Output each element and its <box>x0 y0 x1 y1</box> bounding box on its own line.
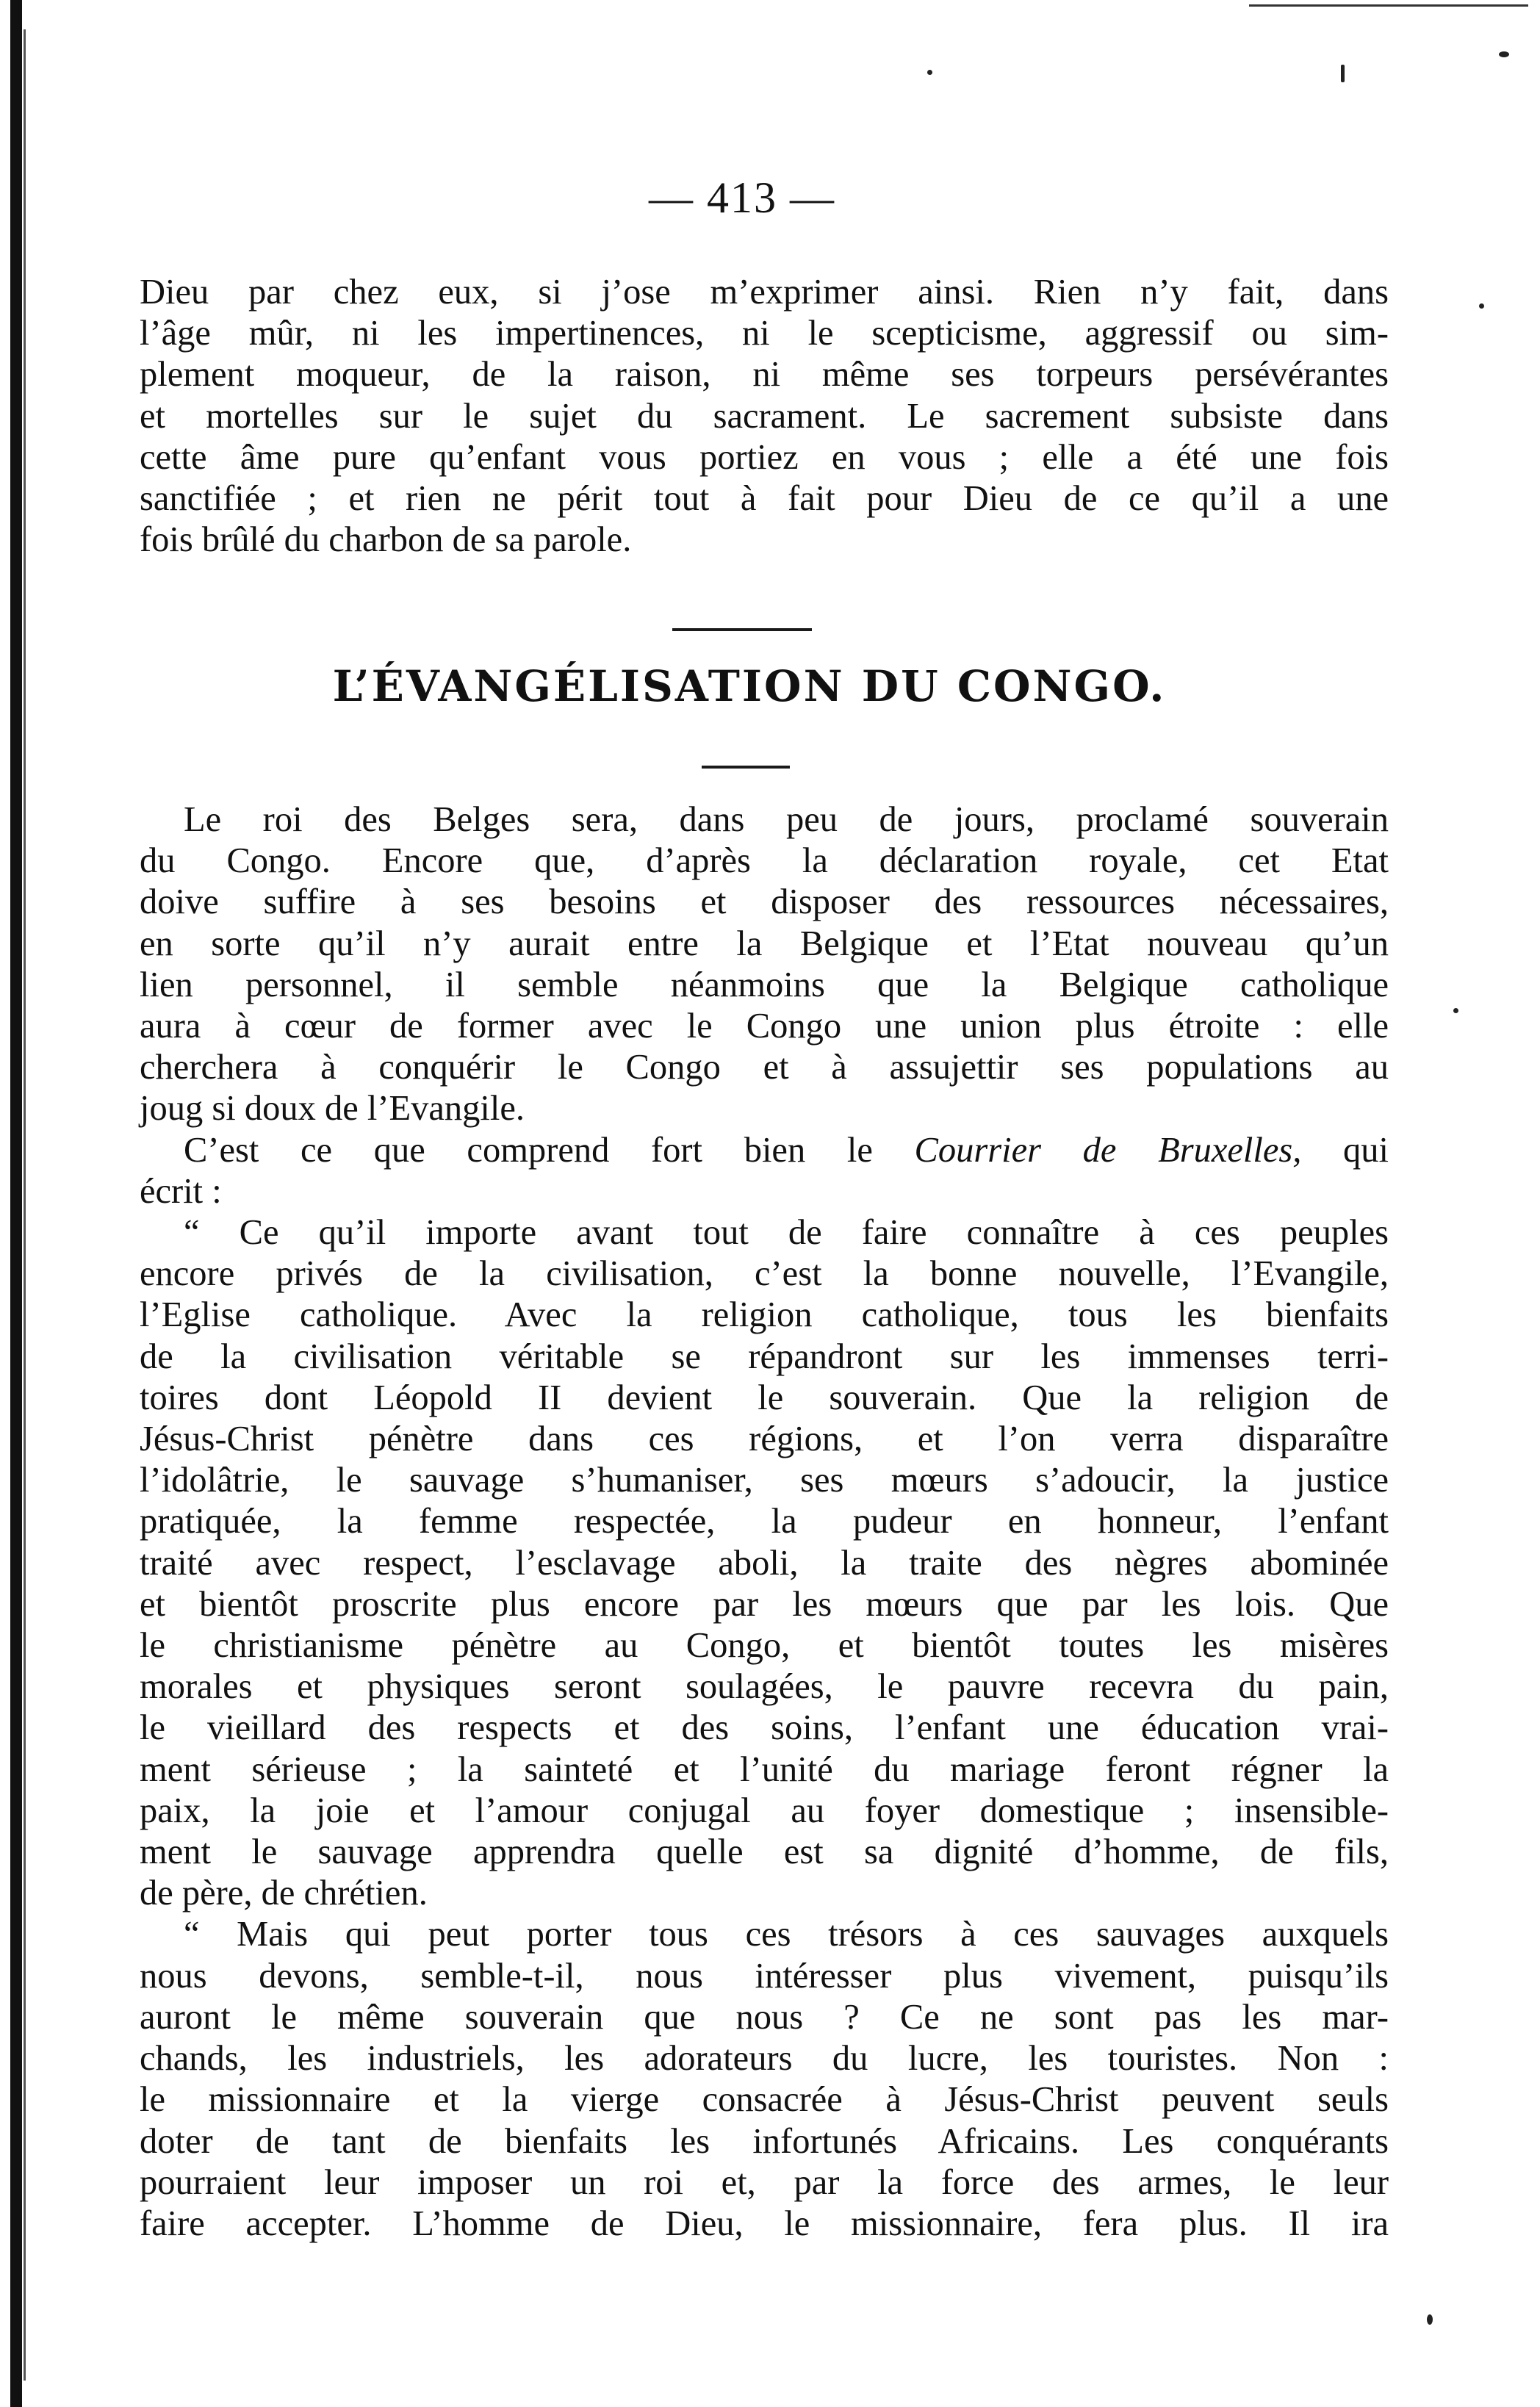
text-line: cherchera à conquérir le Congo et à assujettir ses populations au <box>140 1048 1389 1087</box>
text-line: l’idolâtrie, le sauvage s’humaniser, ses mœurs s’adoucir, la justice <box>140 1461 1389 1500</box>
citation-tail: qui <box>1343 1130 1389 1170</box>
page-number: — 413 — <box>649 173 835 222</box>
paragraph-intro <box>140 799 1389 2245</box>
text-line: ment le sauvage apprendra quelle est sa dignité d’homme, de fils, <box>140 1832 1389 1872</box>
section-rule-top <box>672 628 812 631</box>
print-speck <box>1341 65 1345 82</box>
text-line: l’Eglise catholique. Avec la religion catholique, tous les bienfaits <box>140 1295 1389 1335</box>
text-line: lien personnel, il semble néanmoins que la Belgique catholique <box>140 965 1389 1004</box>
text-line: paix, la joie et l’amour conjugal au foyer domestique ; insensible- <box>140 1791 1389 1830</box>
section-title: L’ÉVANGÉLISATION DU CONGO. <box>332 661 1167 711</box>
text-line: auront le même souverain que nous ? Ce ne sont pas les mar- <box>140 1997 1389 2037</box>
text-line: pourraient leur imposer un roi et, par la force des armes, le leur <box>140 2162 1389 2202</box>
text-line: et bientôt proscrite plus encore par les mœurs que par les lois. Que <box>140 1584 1389 1624</box>
text-line: le christianisme pénètre au Congo, et bientôt toutes les misères <box>140 1626 1389 1666</box>
text-line: joug si doux de l’Evangile. <box>140 1089 525 1129</box>
text-line: nous devons, semble-t-il, nous intéresser plus vivement, puisqu’ils <box>140 1956 1389 1996</box>
text-line: le missionnaire et la vierge consacrée à Jésus-Christ peuvent seuls <box>140 2080 1389 2120</box>
page-top-edge <box>1249 4 1528 7</box>
text-line: ment sérieuse ; la sainteté et l’unité du mariage feront régner la <box>140 1749 1389 1789</box>
print-speck <box>1479 303 1484 309</box>
text-line-with-citation <box>140 1130 1389 1171</box>
print-speck <box>1499 51 1509 57</box>
text-line: Dieu par chez eux, si j’ose m’exprimer ainsi. Rien n’y fait, dans <box>140 273 1389 312</box>
newspaper-title: Courrier de Bruxelles, <box>914 1130 1302 1170</box>
text-line: toires dont Léopold II devient le souverain. Que la religion de <box>140 1378 1389 1417</box>
text-line: “ Ce qu’il importe avant tout de faire connaître à ces peuples <box>184 1213 1389 1253</box>
text-line: doter de tant de bienfaits les infortunés Africains. Les conquérants <box>140 2121 1389 2161</box>
text-line: en sorte qu’il n’y aurait entre la Belgique et l’Etat nouveau qu’un <box>140 924 1389 963</box>
print-speck <box>927 70 932 75</box>
text-line: et mortelles sur le sujet du sacrament. Le sacrement subsiste dans <box>140 396 1389 436</box>
text-line: traité avec respect, l’esclavage aboli, la traite des nègres abominée <box>140 1543 1389 1583</box>
text-line: encore privés de la civilisation, c’est la bonne nouvelle, l’Evangile, <box>140 1254 1389 1294</box>
text-line: chands, les industriels, les adorateurs du lucre, les touristes. Non : <box>140 2039 1389 2079</box>
paragraph-continuation <box>140 272 1389 561</box>
text-line: morales et physiques seront soulagées, le pauvre recevra du pain, <box>140 1667 1389 1707</box>
text-line: fois brûlé du charbon de sa parole. <box>140 520 632 560</box>
section-rule-bottom <box>702 766 790 769</box>
text-line: aura à cœur de former avec le Congo une union plus étroite : elle <box>140 1007 1389 1046</box>
text-line: plement moqueur, de la raison, ni même ses torpeurs persévérantes <box>140 355 1389 395</box>
page-binding-shadow <box>24 29 26 2381</box>
text-line: de père, de chrétien. <box>140 1874 428 1913</box>
page-binding-edge <box>10 0 22 2407</box>
text-line: Jésus-Christ pénètre dans ces régions, et l’on verra disparaître <box>140 1420 1389 1459</box>
text-line: faire accepter. L’homme de Dieu, le missionnaire, fera plus. Il ira <box>140 2203 1389 2243</box>
text-line: l’âge mûr, ni les impertinences, ni le scepticisme, aggressif ou sim- <box>140 314 1389 353</box>
text-line: du Congo. Encore que, d’après la déclaration royale, cet Etat <box>140 841 1389 881</box>
text-line: doive suffire à ses besoins et disposer des ressources nécessaires, <box>140 882 1389 922</box>
text-line: Le roi des Belges sera, dans peu de jours, proclamé souverain <box>184 800 1389 839</box>
text-line: pratiquée, la femme respectée, la pudeur en honneur, l’enfant <box>140 1502 1389 1541</box>
text-line: le vieillard des respects et des soins, l’enfant une éducation vrai- <box>140 1708 1389 1748</box>
text-line: sanctifiée ; et rien ne périt tout à fait pour Dieu de ce qu’il a une <box>140 479 1389 519</box>
citation-lead: C’est ce que comprend fort bien le <box>184 1130 873 1170</box>
print-speck <box>1453 1008 1458 1013</box>
text-line: cette âme pure qu’enfant vous portiez en vous ; elle a été une fois <box>140 437 1389 477</box>
text-line: de la civilisation véritable se répandront sur les immenses terri- <box>140 1336 1389 1376</box>
text-line: “ Mais qui peut porter tous ces trésors à ces sauvages auxquels <box>184 1915 1389 1954</box>
print-speck <box>1427 2314 1433 2325</box>
text-line: écrit : <box>140 1171 222 1211</box>
